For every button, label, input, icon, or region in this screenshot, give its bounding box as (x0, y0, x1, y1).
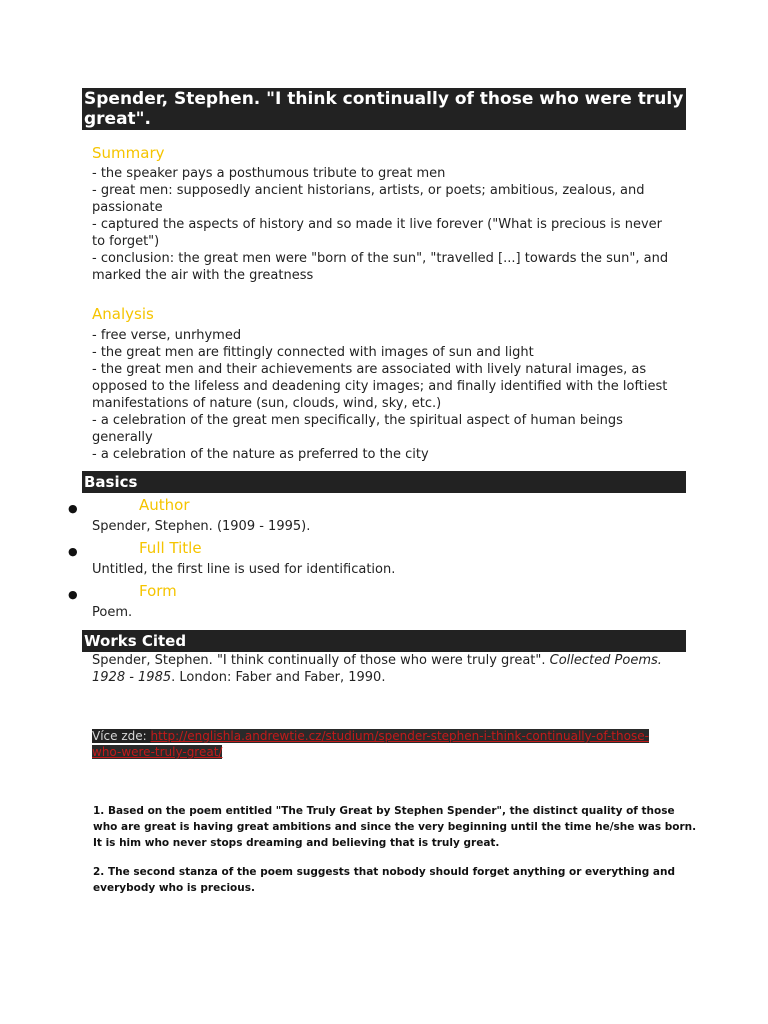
summary-text (92, 165, 672, 284)
answer-line: 2. The second stanza of the poem suggests that nobody should forget anything or everything and (93, 866, 675, 878)
answer-line: 1. Based on the poem entitled "The Truly Great by Stephen Spender", the distinct quality of those (93, 805, 675, 817)
answer-line: who are great is having great ambitions and since the very beginning until the time he/she was born. (93, 821, 697, 833)
full-title-label: Full Title (139, 539, 202, 557)
analysis-line: - the great men are fittingly connected with images of sun and light (92, 345, 534, 360)
form-value: Poem. (92, 605, 133, 620)
answer-2 (93, 864, 683, 896)
source-link[interactable]: http://englishla.andrewtie.cz/studium/spender-stephen-i-think-continually-of-those-who-were-truly-great/ (92, 729, 649, 759)
summary-heading: Summary (92, 144, 165, 162)
answer-line: everybody who is precious. (93, 882, 255, 894)
source-link-block (92, 728, 677, 760)
summary-line: - great men: supposedly ancient historians, artists, or poets; ambitious, zealous, and passionate (92, 183, 645, 215)
source-label: Více zde: (92, 729, 151, 743)
form-label: Form (139, 582, 177, 600)
summary-line: - the speaker pays a posthumous tribute to great men (92, 166, 446, 181)
summary-line: - captured the aspects of history and so made it live forever ("What is precious is never to forget") (92, 217, 663, 249)
document-title: Spender, Stephen. "I think continually of those who were truly great". (82, 88, 686, 130)
bullet-icon: ● (68, 502, 78, 515)
summary-line: - conclusion: the great men were "born of the sun", "travelled [...] towards the sun", and marked the air with the greatness (92, 251, 669, 283)
works-cited-heading: Works Cited (82, 630, 686, 652)
answer-1 (93, 803, 697, 851)
citation-publisher: . London: Faber and Faber, 1990. (171, 670, 386, 685)
analysis-line: - a celebration of the great men specifically, the spiritual aspect of human beings generally (92, 413, 623, 445)
bullet-icon: ● (68, 588, 78, 601)
analysis-text (92, 327, 672, 463)
citation-book-title: Collected Poems. 1928 - 1985 (92, 653, 662, 685)
works-cited-entry (92, 652, 677, 686)
author-label: Author (139, 496, 190, 514)
analysis-line: - free verse, unrhymed (92, 328, 242, 343)
answer-line: It is him who never stops dreaming and believing that is truly great. (93, 837, 500, 849)
citation-text: Spender, Stephen. "I think continually of those who were truly great". (92, 653, 550, 668)
analysis-line: - the great men and their achievements are associated with lively natural images, as opposed to the lifeless and deadening city images; and finally identified with the loftiest manifestations of nature (sun, clouds, wind, sky, etc.) (92, 362, 668, 411)
analysis-line: - a celebration of the nature as preferred to the city (92, 447, 429, 462)
analysis-heading: Analysis (92, 305, 154, 323)
bullet-icon: ● (68, 545, 78, 558)
author-value: Spender, Stephen. (1909 - 1995). (92, 519, 311, 534)
full-title-value: Untitled, the first line is used for identification. (92, 562, 396, 577)
basics-heading: Basics (82, 471, 686, 493)
